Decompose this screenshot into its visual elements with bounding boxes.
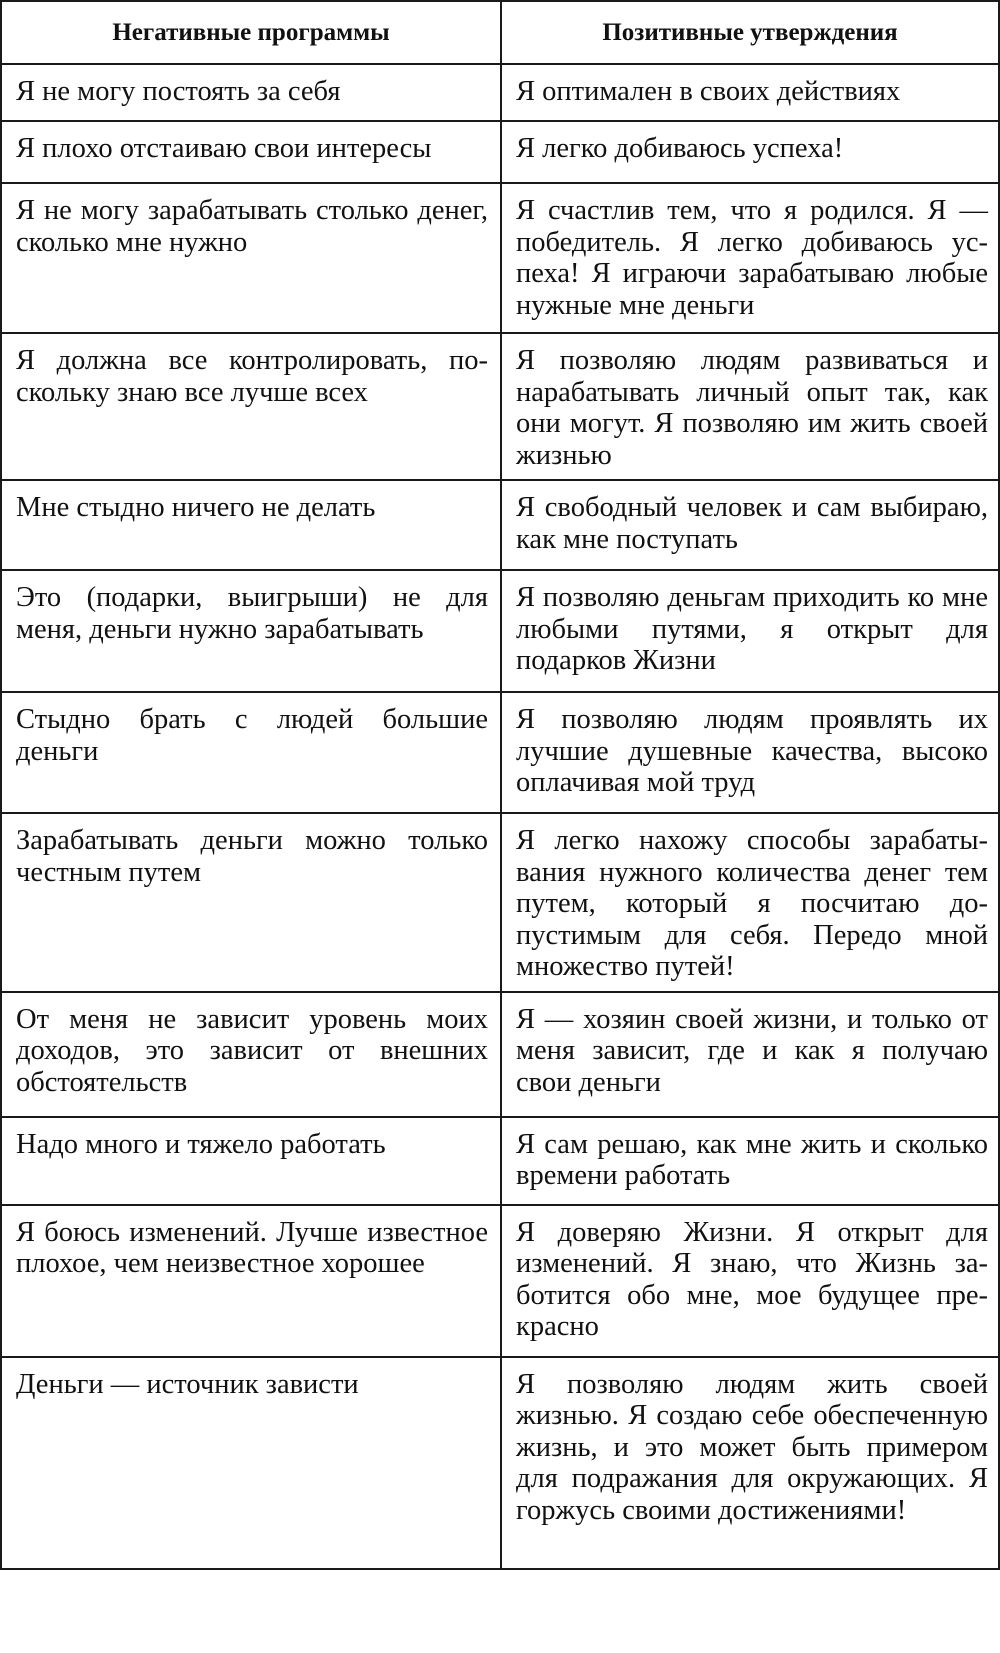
negative-program-cell: Я боюсь изменений. Лучше известное плохое, чем неизвестное хорошее [1, 1205, 501, 1357]
table-row [1, 813, 999, 992]
table-row [1, 183, 999, 333]
negative-program-cell: Мне стыдно ничего не делать [1, 480, 501, 570]
positive-affirmation-cell: Я сам решаю, как мне жить и сколько времени работать [501, 1117, 999, 1205]
table-row [1, 1205, 999, 1357]
positive-affirmation-cell: Я — хозяин своей жизни, и только от меня зависит, где и как я получаю свои деньги [501, 992, 999, 1117]
positive-affirmation-cell: Я свободный человек и сам выбираю, как мне поступать [501, 480, 999, 570]
negative-program-cell: Я не могу зарабатывать столько денег, сколько мне нужно [1, 183, 501, 333]
table-row [1, 992, 999, 1117]
table-row [1, 480, 999, 570]
table-row [1, 1357, 999, 1569]
positive-affirmation-cell: Я легко добиваюсь успеха! [501, 121, 999, 183]
negative-program-cell: Зарабатывать деньги можно только честным путем [1, 813, 501, 992]
negative-program-cell: Я не могу постоять за себя [1, 64, 501, 121]
positive-affirmation-cell: Я счастлив тем, что я родился. Я — победитель. Я легко добиваюсь успеха! Я играючи зарабатываю любые нужные мне деньги [501, 183, 999, 333]
positive-affirmation-cell: Я позволяю деньгам приходить ко мне любыми путями, я открыт для подарков Жизни [501, 570, 999, 692]
positive-affirmation-cell: Я позволяю людям проявлять их лучшие душевные качества, высоко оплачивая мой труд [501, 692, 999, 813]
table-row [1, 64, 999, 121]
negative-program-cell: Я должна все контролировать, поскольку знаю все лучше всех [1, 333, 501, 480]
header-negative-programs: Негативные программы [1, 1, 501, 64]
header-positive-affirmations: Позитивные утверждения [501, 1, 999, 64]
table-row [1, 692, 999, 813]
table-row [1, 570, 999, 692]
table-row [1, 121, 999, 183]
table-row [1, 333, 999, 480]
table-row [1, 1117, 999, 1205]
positive-affirmation-cell: Я позволяю людям развиваться и нарабатывать личный опыт так, как они могут. Я позволяю им жить своей жизнью [501, 333, 999, 480]
positive-affirmation-cell: Я доверяю Жизни. Я открыт для изменений. Я знаю, что Жизнь заботится обо мне, мое будущее прекрасно [501, 1205, 999, 1357]
table-body [1, 64, 999, 1569]
negative-program-cell: Стыдно брать с людей большие деньги [1, 692, 501, 813]
positive-affirmation-cell: Я позволяю людям жить своей жизнью. Я создаю себе обеспеченную жизнь, и это может быть примером для подражания для окружающих. Я горжусь своими достижениями! [501, 1357, 999, 1569]
positive-affirmation-cell: Я оптимален в своих действиях [501, 64, 999, 121]
header-row [1, 1, 999, 64]
table-header [1, 1, 999, 64]
negative-program-cell: Это (подарки, выигрыши) не для меня, деньги нужно зарабатывать [1, 570, 501, 692]
negative-program-cell: Я плохо отстаиваю свои интересы [1, 121, 501, 183]
negative-program-cell: Надо много и тяжело работать [1, 1117, 501, 1205]
negative-program-cell: От меня не зависит уровень моих доходов, это зависит от внешних обстоятельств [1, 992, 501, 1117]
negative-program-cell: Деньги — источник зависти [1, 1357, 501, 1569]
positive-affirmation-cell: Я легко нахожу способы зарабатывания нужного количества денег тем путем, который я посчитаю допустимым для себя. Передо мной множество путей! [501, 813, 999, 992]
